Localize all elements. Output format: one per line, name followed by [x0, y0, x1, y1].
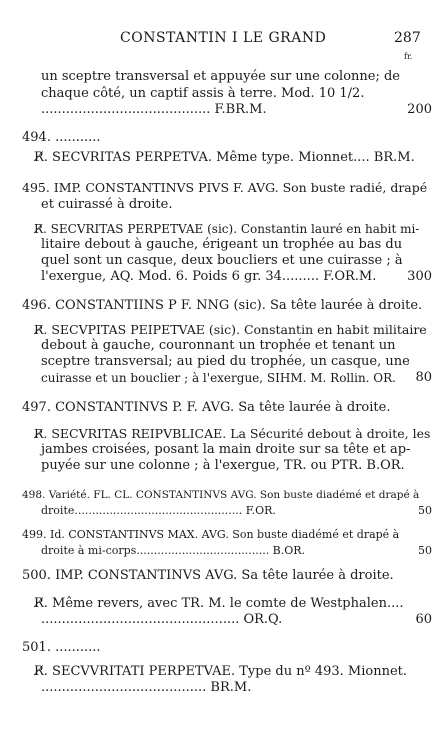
reverse-line: R̸. SECVVRITATI PERPETVAE. Type du nº 493. Mionnet. — [34, 664, 408, 679]
text-line: puyée sur une colonne ; à l'exergue, TR. ou PTR. B.OR. — [41, 458, 405, 473]
entry-heading: 495. IMP. CONSTANTINVS PIVS F. AVG. Son buste radié, drapé — [22, 180, 428, 195]
text-line: cuirasse et un bouclier ; à l'exergue, SIHM. M. Rollin. OR. — [41, 371, 396, 385]
entry-heading: 498. Variété. FL. CL. CONSTANTINVS AVG. Son buste diadémé et drapé à — [22, 489, 420, 501]
entry-heading: 496. CONSTANTIINS P F. NNG (sic). Sa tête laurée à droite. — [22, 298, 423, 313]
page-number: 287 — [394, 30, 421, 46]
reverse-line: R̸. Même revers, avec TR. M. le comte de Westphalen.... — [34, 596, 404, 611]
text-line: ......................................... F.BR.M. — [41, 102, 267, 117]
running-title: CONSTANTIN I LE GRAND — [120, 30, 327, 46]
reverse-line: R̸. SECVPITAS PEIPETVAE (sic). Constantin en habit militaire — [34, 322, 427, 337]
reverse-line: R̸. SECVRITAS PERPETVAE (sic). Constantin lauré en habit mi- — [34, 222, 420, 236]
text-line: debout à gauche, couronnant un trophée et tenant un — [41, 338, 396, 353]
text-line: litaire debout à gauche, érigeant un trophée au bas du — [41, 237, 403, 252]
text-line: droite................................................ F.OR. — [41, 504, 276, 517]
text-line: sceptre transversal; au pied du trophée, un casque, une — [41, 354, 410, 369]
entry-heading: 499. Id. CONSTANTINVS MAX. AVG. Son buste diadémé et drapé à — [22, 528, 400, 541]
fr-mark: fr. — [404, 52, 413, 61]
text-line: jambes croisées, posant la main droite sur sa tête et ap- — [41, 442, 411, 457]
text-line: un sceptre transversal et appuyée sur une colonne; de — [41, 69, 401, 84]
text-line: ........................................ BR.M. — [41, 680, 252, 695]
reverse-line: R̸. SECVRITAS PERPETVA. Même type. Mionnet.... BR.M. — [34, 150, 415, 165]
entry-heading: 494. ........... — [22, 130, 101, 145]
text-line: ................................................ OR.Q. — [41, 612, 283, 627]
reverse-line: R̸. SECVRITAS REIPVBLICAE. La Sécurité debout à droite, les — [34, 426, 431, 441]
entry-heading: 500. IMP. CONSTANTINVS AVG. Sa tête laurée à droite. — [22, 568, 394, 583]
text-line: quel sont un casque, deux boucliers et une cuirasse ; à — [41, 253, 403, 268]
price: 300 — [407, 269, 432, 284]
page-header — [0, 30, 446, 61]
text-line: l'exergue, AQ. Mod. 6. Poids 6 gr. 34......... F.OR.M. — [41, 269, 377, 284]
text-line: et cuirassé à droite. — [41, 197, 173, 212]
entry-heading: 501. ........... — [22, 640, 101, 655]
text-line: droite à mi-corps...................................... B.OR. — [41, 544, 306, 557]
price: 60 — [415, 612, 432, 627]
price: 200 — [407, 102, 432, 117]
entry-heading: 497. CONSTANTINVS P. F. AVG. Sa tête laurée à droite. — [22, 400, 391, 415]
price: 80 — [415, 370, 432, 385]
price: 50 — [418, 504, 432, 517]
price: 50 — [418, 544, 432, 557]
text-line: chaque côté, un captif assis à terre. Mod. 10 1/2. — [41, 86, 365, 101]
